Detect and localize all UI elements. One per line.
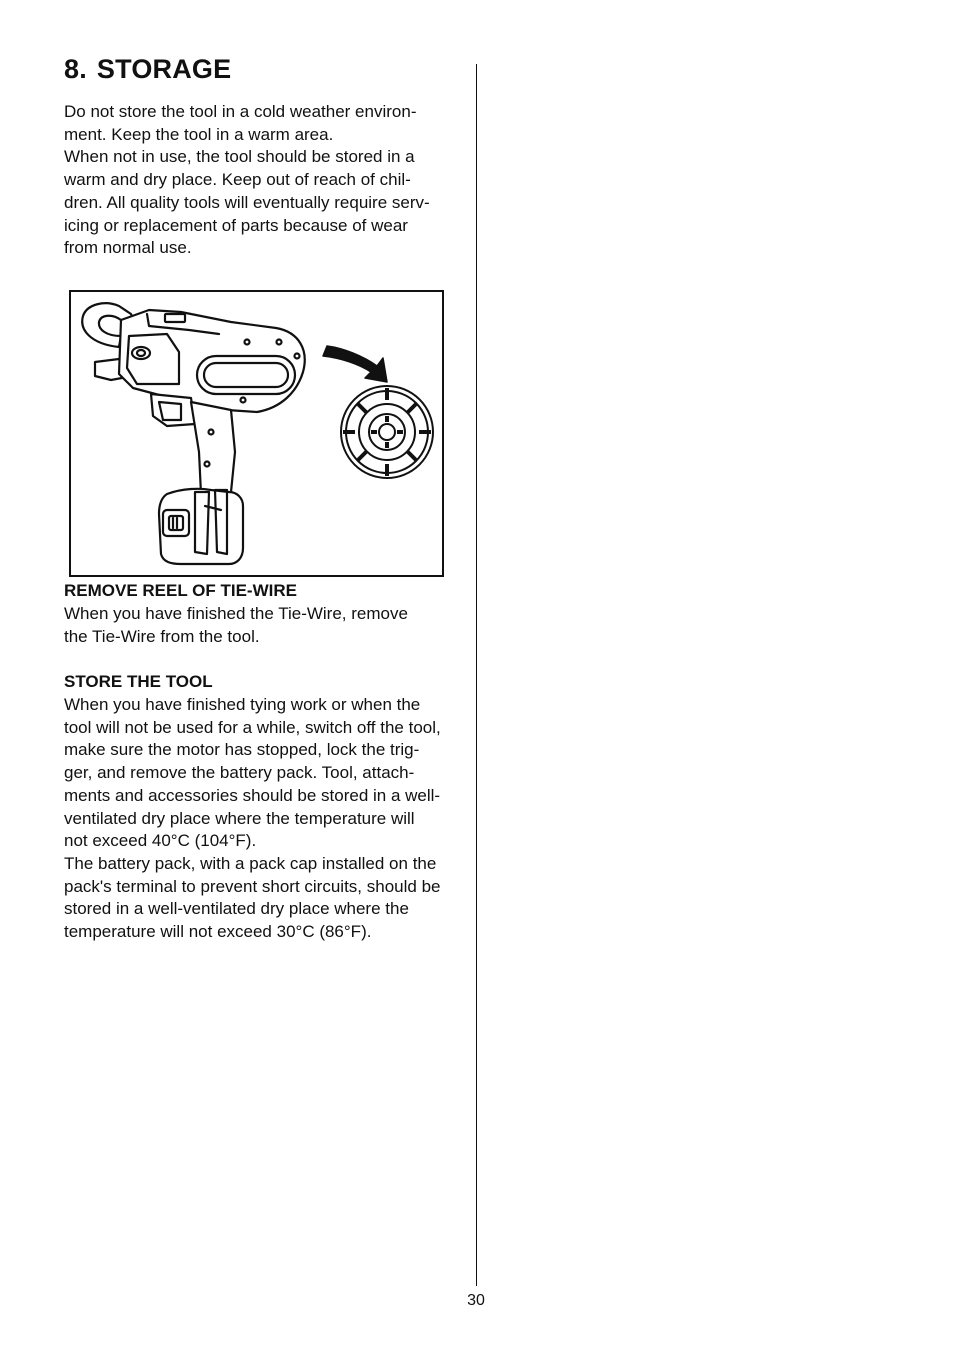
intro-line: icing or replacement of parts because of wear [64, 215, 408, 235]
remove-reel-heading: REMOVE REEL OF TIE-WIRE [64, 581, 297, 600]
store-tool-paragraph [64, 694, 456, 944]
store-tool-heading: STORE THE TOOL [64, 672, 213, 691]
store-tool-line: ventilated dry place where the temperature will [64, 808, 415, 828]
page-title [64, 54, 231, 85]
remove-reel-line: When you have finished the Tie-Wire, remove [64, 604, 408, 623]
rebar-tying-tool-illustration [82, 303, 304, 564]
store-tool-line: ger, and remove the battery pack. Tool, attach- [64, 763, 415, 783]
remove-reel-paragraph [64, 603, 456, 648]
intro-line: from normal use. [64, 238, 192, 258]
store-tool-line: temperature will not exceed 30°C (86°F). [64, 922, 372, 942]
store-tool-line: ments and accessories should be stored in a well- [64, 785, 441, 805]
store-tool-line: pack's terminal to prevent short circuits, should be [64, 876, 441, 896]
intro-line: Do not store the tool in a cold weather environ- [64, 102, 417, 121]
column-divider [476, 64, 477, 1286]
tie-wire-reel-icon [341, 386, 433, 478]
intro-line: warm and dry place. Keep out of reach of chil- [64, 170, 411, 190]
store-tool-line: stored in a well-ventilated dry place where the [64, 899, 409, 919]
curved-arrow-icon [323, 346, 387, 382]
store-tool-line: tool will not be used for a while, switch off the tool, [64, 717, 441, 737]
intro-line: ment. Keep the tool in a warm area. [64, 124, 334, 144]
page-number: 30 [467, 1292, 485, 1309]
intro-line: dren. All quality tools will eventually require serv- [64, 192, 430, 212]
store-tool-line: not exceed 40°C (104°F). [64, 831, 257, 851]
store-tool-line: make sure the motor has stopped, lock the trig- [64, 740, 420, 760]
storage-figure [69, 290, 444, 577]
store-tool-line: When you have finished tying work or when the [64, 695, 421, 714]
intro-line: When not in use, the tool should be stored in a [64, 147, 415, 167]
section-number: 8. [64, 54, 87, 84]
store-tool-line: The battery pack, with a pack cap installed on the [64, 853, 437, 873]
intro-paragraph [64, 101, 456, 260]
remove-reel-line: the Tie-Wire from the tool. [64, 626, 260, 646]
section-title: STORAGE [96, 54, 232, 84]
